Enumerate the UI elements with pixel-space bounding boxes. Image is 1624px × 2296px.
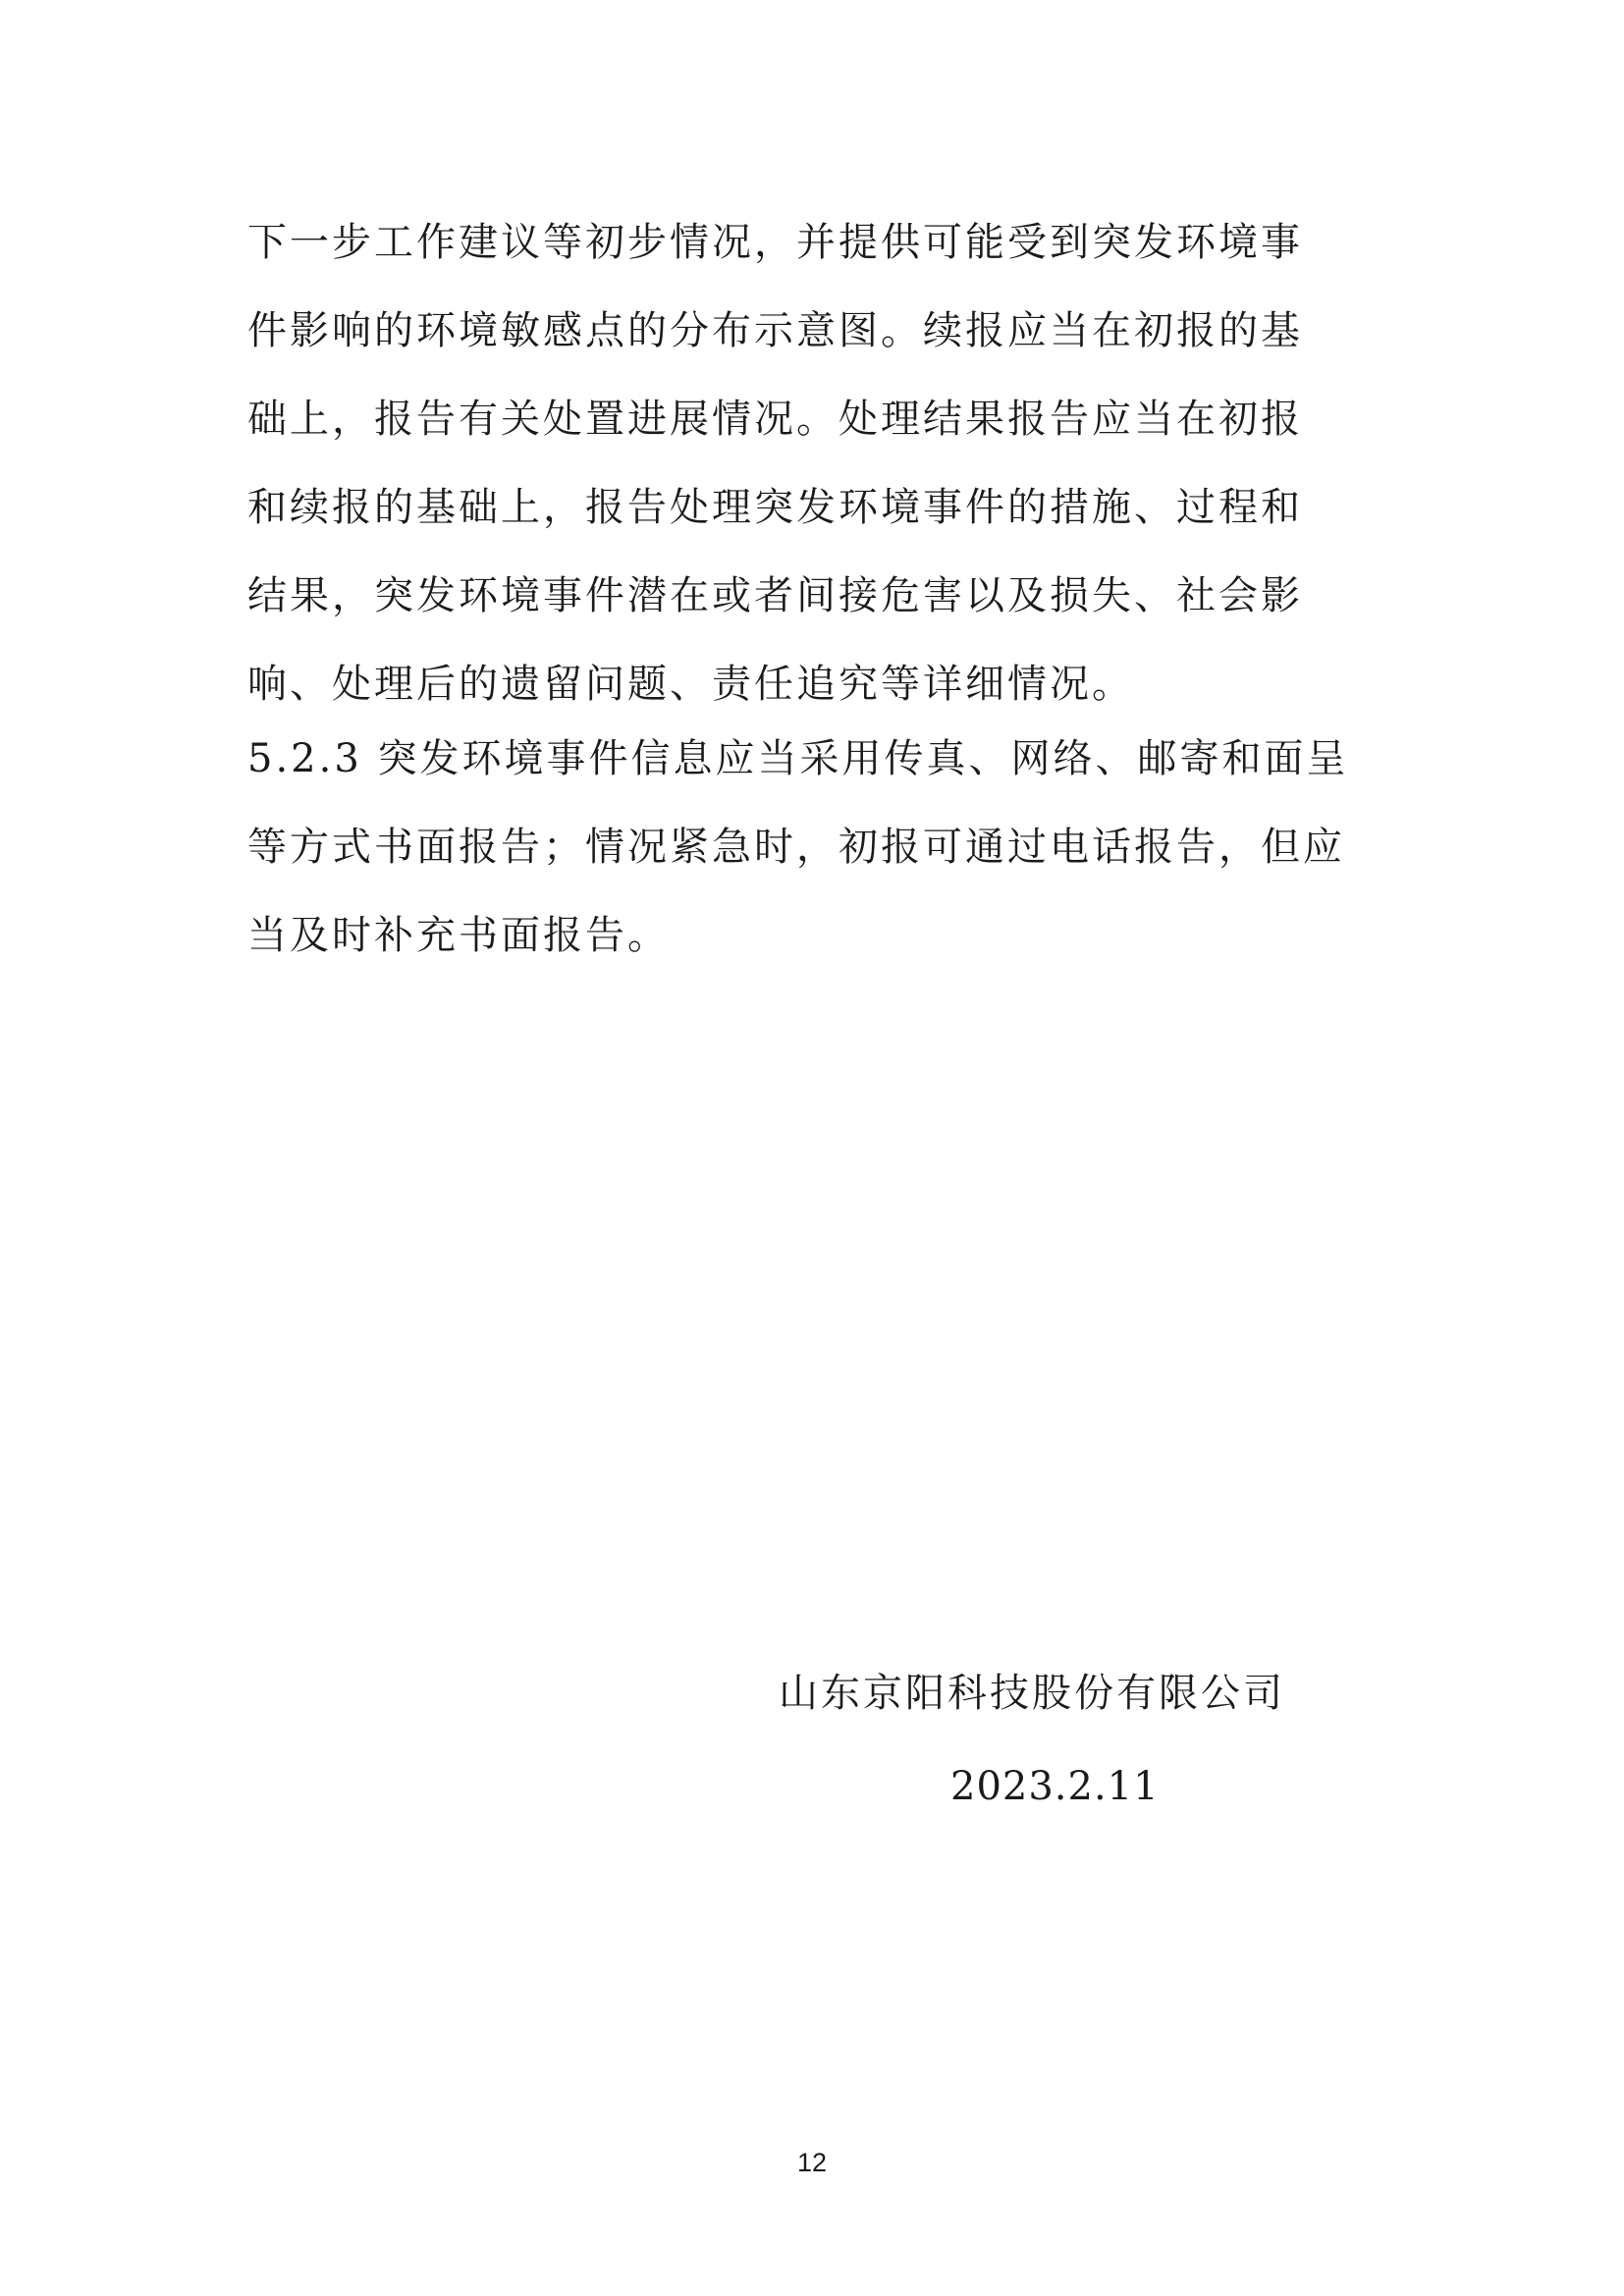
body-line: 结果，突发环境事件潜在或者间接危害以及损失、社会影: [247, 573, 1303, 618]
body-line: 础上，报告有关处置进展情况。处理结果报告应当在初报: [247, 397, 1303, 442]
body-line: 件影响的环境敏感点的分布示意图。续报应当在初报的基: [247, 308, 1303, 353]
company-name: 山东京阳科技股份有限公司: [779, 1671, 1285, 1716]
body-line: 5.2.3 突发环境事件信息应当采用传真、网络、邮寄和面呈: [247, 736, 1349, 781]
body-line: 响、处理后的遗留问题、责任追究等详细情况。: [247, 662, 1134, 707]
body-line: 下一步工作建议等初步情况，并提供可能受到突发环境事: [247, 220, 1303, 265]
body-line: 和续报的基础上，报告处理突发环境事件的措施、过程和: [247, 485, 1303, 530]
page-number: 12: [796, 2148, 828, 2177]
body-line: 当及时补充书面报告。: [247, 913, 670, 958]
body-line: 等方式书面报告；情况紧急时，初报可通过电话报告，但应: [247, 825, 1345, 870]
signature-date: 2023.2.11: [950, 1764, 1160, 1809]
